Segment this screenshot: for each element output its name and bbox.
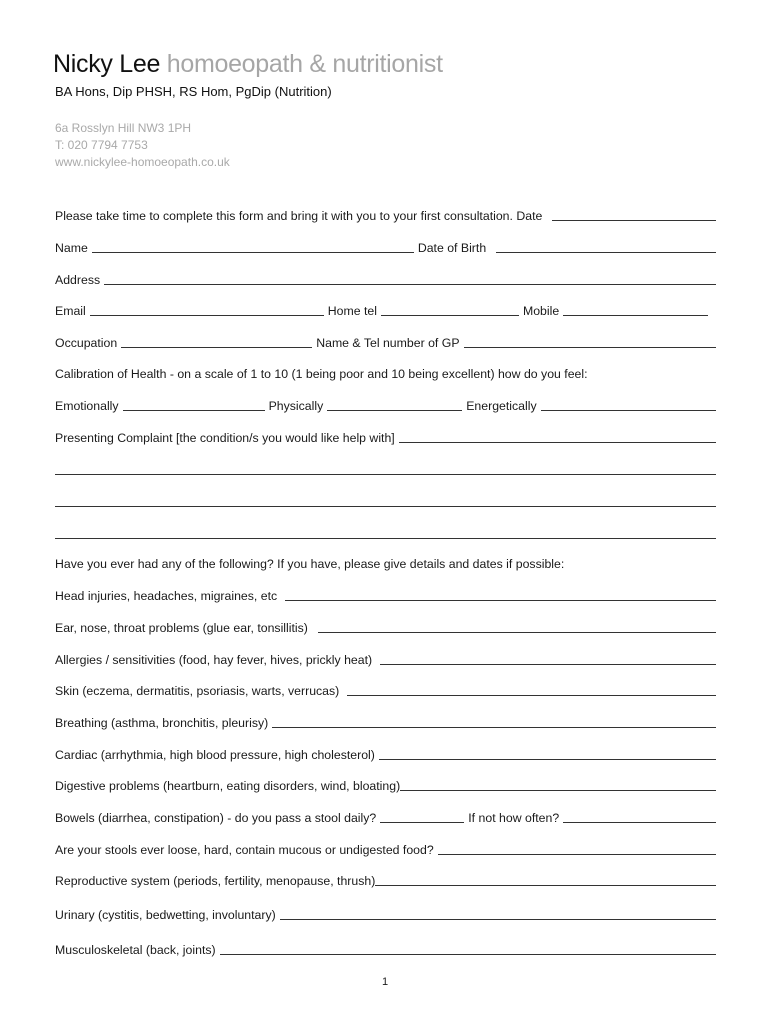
history-row-ent [55,618,716,636]
email-label: Email [55,304,86,318]
bowels-field[interactable] [380,822,464,823]
mobile-field[interactable] [563,315,708,316]
digestive-field[interactable] [400,790,716,791]
address-row [55,270,716,288]
home-tel-label: Home tel [327,304,377,318]
practitioner-title: homoeopath & nutritionist [166,50,443,78]
stools-label: Are your stools ever loose, hard, contain mucous or undigested food? [55,843,434,857]
breathing-field[interactable] [272,727,716,728]
presenting-line-2[interactable] [55,474,716,475]
musculoskeletal-field[interactable] [220,954,716,955]
history-row-cardiac [55,745,716,763]
practitioner-name: Nicky Lee [53,50,161,78]
allergies-field[interactable] [380,664,716,665]
emotionally-field[interactable] [123,410,265,411]
skin-field[interactable] [347,695,716,696]
presenting-line-4[interactable] [55,538,716,539]
practice-phone: T: 020 7794 7753 [55,138,148,152]
contact-row [55,301,708,319]
energetically-field[interactable] [541,410,716,411]
cardiac-label: Cardiac (arrhythmia, high blood pressure, high cholesterol) [55,748,375,762]
history-row-stools [55,840,716,858]
allergies-label: Allergies / sensitivities (food, hay fever, hives, prickly heat) [55,653,373,667]
skin-label: Skin (eczema, dermatitis, psoriasis, warts, verrucas) [55,684,340,698]
history-row-allergies [55,650,716,668]
dob-field[interactable] [496,252,716,253]
digestive-label: Digestive problems (heartburn, eating disorders, wind, bloating) [55,779,401,793]
stools-field[interactable] [438,854,716,855]
history-row-digestive [55,776,716,794]
occupation-label: Occupation [55,336,118,350]
musculoskeletal-label: Musculoskeletal (back, joints) [55,943,216,957]
history-row-breathing [55,713,716,731]
head-label: Head injuries, headaches, migraines, etc [55,589,278,603]
date-field[interactable] [552,220,716,221]
mobile-label: Mobile [522,304,560,318]
address-field[interactable] [104,284,716,285]
dob-label: Date of Birth [417,241,487,255]
how-often-field[interactable] [563,822,716,823]
practice-address: 6a Rosslyn Hill NW3 1PH [55,121,192,135]
calibration-text: Calibration of Health - on a scale of 1 to 10 (1 being poor and 10 being excellent) how do you feel: [55,367,588,381]
bowels-label: Bowels (diarrhea, constipation) - do you pass a stool daily? [55,811,377,825]
name-row [55,238,716,256]
physically-field[interactable] [327,410,462,411]
cardiac-field[interactable] [379,759,716,760]
energetically-label: Energetically [466,399,537,413]
home-tel-field[interactable] [381,315,519,316]
name-label: Name [55,241,88,255]
presenting-row [55,428,716,446]
urinary-field[interactable] [280,919,716,920]
history-row-musculoskeletal [55,940,716,958]
name-field[interactable] [92,252,414,253]
reproductive-field[interactable] [375,885,716,886]
intro-text: Please take time to complete this form and bring it with you to your first consultation. Date [55,209,543,223]
occupation-field[interactable] [121,347,312,348]
history-row-bowels [55,808,716,826]
ent-label: Ear, nose, throat problems (glue ear, tonsillitis) [55,621,308,635]
address-label: Address [55,273,101,287]
presenting-line-3[interactable] [55,506,716,507]
email-field[interactable] [90,315,324,316]
urinary-label: Urinary (cystitis, bedwetting, involuntary) [55,908,276,922]
history-row-skin [55,681,716,699]
qualifications: BA Hons, Dip PHSH, RS Hom, PgDip (Nutrition) [55,84,332,99]
gp-field[interactable] [464,347,716,348]
presenting-field[interactable] [399,442,716,443]
intro-row [55,206,716,224]
reproductive-label: Reproductive system (periods, fertility, menopause, thrush) [55,874,376,888]
physically-label: Physically [268,399,324,413]
history-row-urinary [55,905,716,923]
how-often-label: If not how often? [468,811,560,825]
gp-label: Name & Tel number of GP [316,336,460,350]
page-number: 1 [381,976,389,988]
practice-website: www.nickylee-homoeopath.co.uk [55,155,230,169]
history-row-reproductive [55,871,716,889]
head-field[interactable] [285,600,716,601]
emotionally-label: Emotionally [55,399,119,413]
practitioner-heading [53,49,443,79]
history-row-head [55,586,716,604]
presenting-label: Presenting Complaint [the condition/s you would like help with] [55,431,395,445]
breathing-label: Breathing (asthma, bronchitis, pleurisy) [55,716,269,730]
history-intro-text: Have you ever had any of the following? If you have, please give details and dates if possible: [55,557,565,571]
ent-field[interactable] [318,632,716,633]
feelings-row [55,396,716,414]
occupation-row [55,333,716,351]
